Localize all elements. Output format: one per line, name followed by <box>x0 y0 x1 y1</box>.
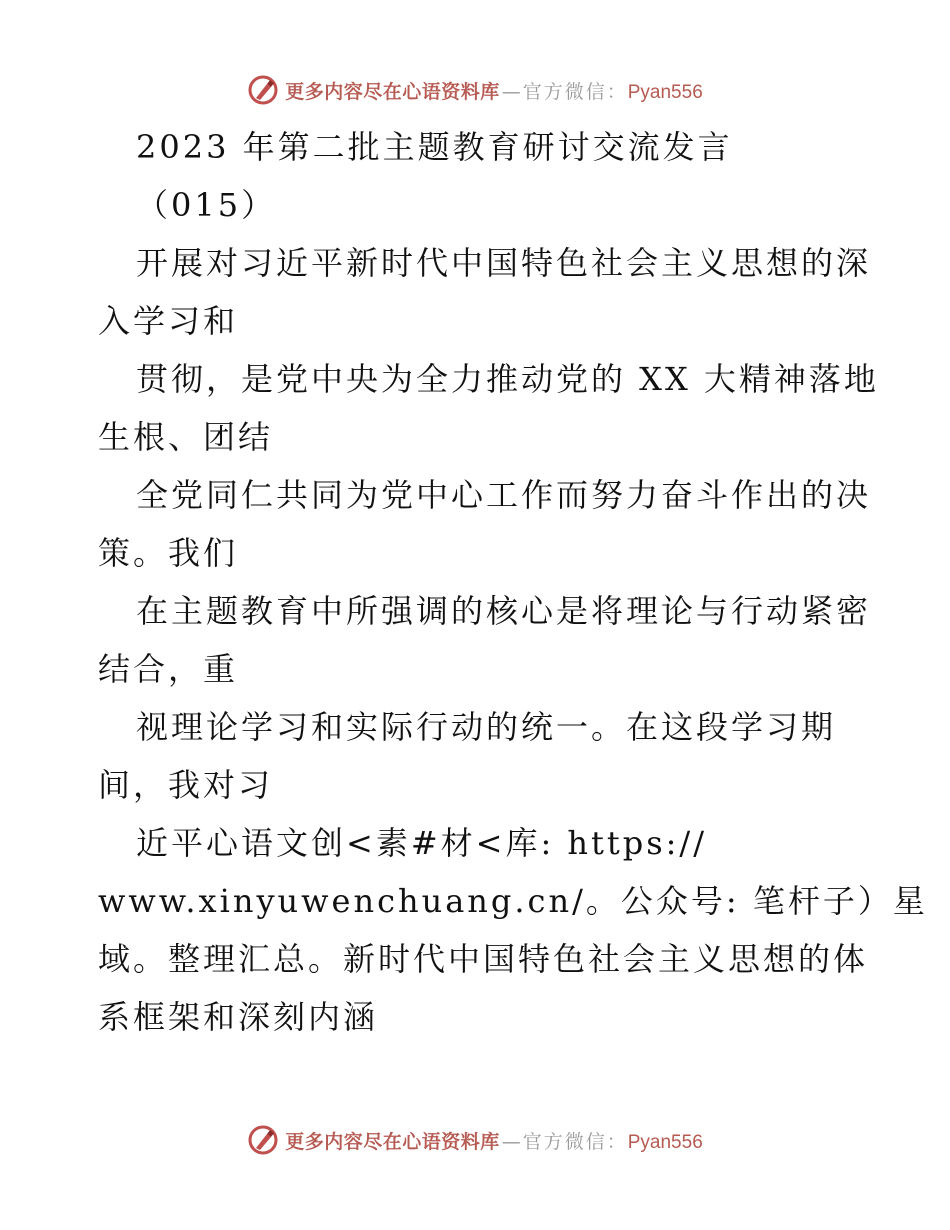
document-line: 在主题教育中所强调的核心是将理论与行动紧密 <box>136 592 872 630</box>
pen-logo-icon <box>247 1124 279 1156</box>
banner-label: 官方微信： <box>522 80 628 103</box>
document-line: 间，我对习 <box>98 766 274 804</box>
document-line: 视理论学习和实际行动的统一。在这段学习期 <box>136 708 837 746</box>
banner-main-text: 更多内容尽在心语资料库 <box>285 1130 500 1153</box>
banner-wechat-id: Pyan556 <box>627 81 703 103</box>
banner-main-text: 更多内容尽在心语资料库 <box>285 80 500 103</box>
document-line: 2023 年第二批主题教育研讨交流发言 <box>136 128 733 166</box>
document-line: 策。我们 <box>98 534 239 572</box>
document-line: 系框架和深刻内涵 <box>98 998 379 1036</box>
document-line: 结合，重 <box>98 650 239 688</box>
document-line: 开展对习近平新时代中国特色社会主义思想的深 <box>136 244 872 282</box>
document-line: 域。整理汇总。新时代中国特色社会主义思想的体 <box>98 940 869 978</box>
banner-wechat-id: Pyan556 <box>627 1131 703 1153</box>
banner-label: 官方微信： <box>522 1130 628 1153</box>
banner-separator: — <box>501 1130 521 1153</box>
pen-logo-icon <box>247 74 279 106</box>
footer-banner <box>0 1120 950 1160</box>
banner-separator: — <box>501 80 521 103</box>
document-line: 生根、团结 <box>98 418 274 456</box>
document-line: 贯彻，是党中央为全力推动党的 XX 大精神落地 <box>136 360 879 398</box>
document-line: 近平心语文创<素#材<库: https:// <box>136 824 707 862</box>
header-banner <box>0 70 950 110</box>
document-line: 入学习和 <box>98 302 239 340</box>
document-line: 全党同仁共同为党中心工作而努力奋斗作出的决 <box>136 476 872 514</box>
document-body <box>98 118 928 1046</box>
document-line: www.xinyuwenchuang.cn/。公众号: 笔杆子）星 <box>98 882 928 920</box>
document-line: （015） <box>136 186 277 224</box>
